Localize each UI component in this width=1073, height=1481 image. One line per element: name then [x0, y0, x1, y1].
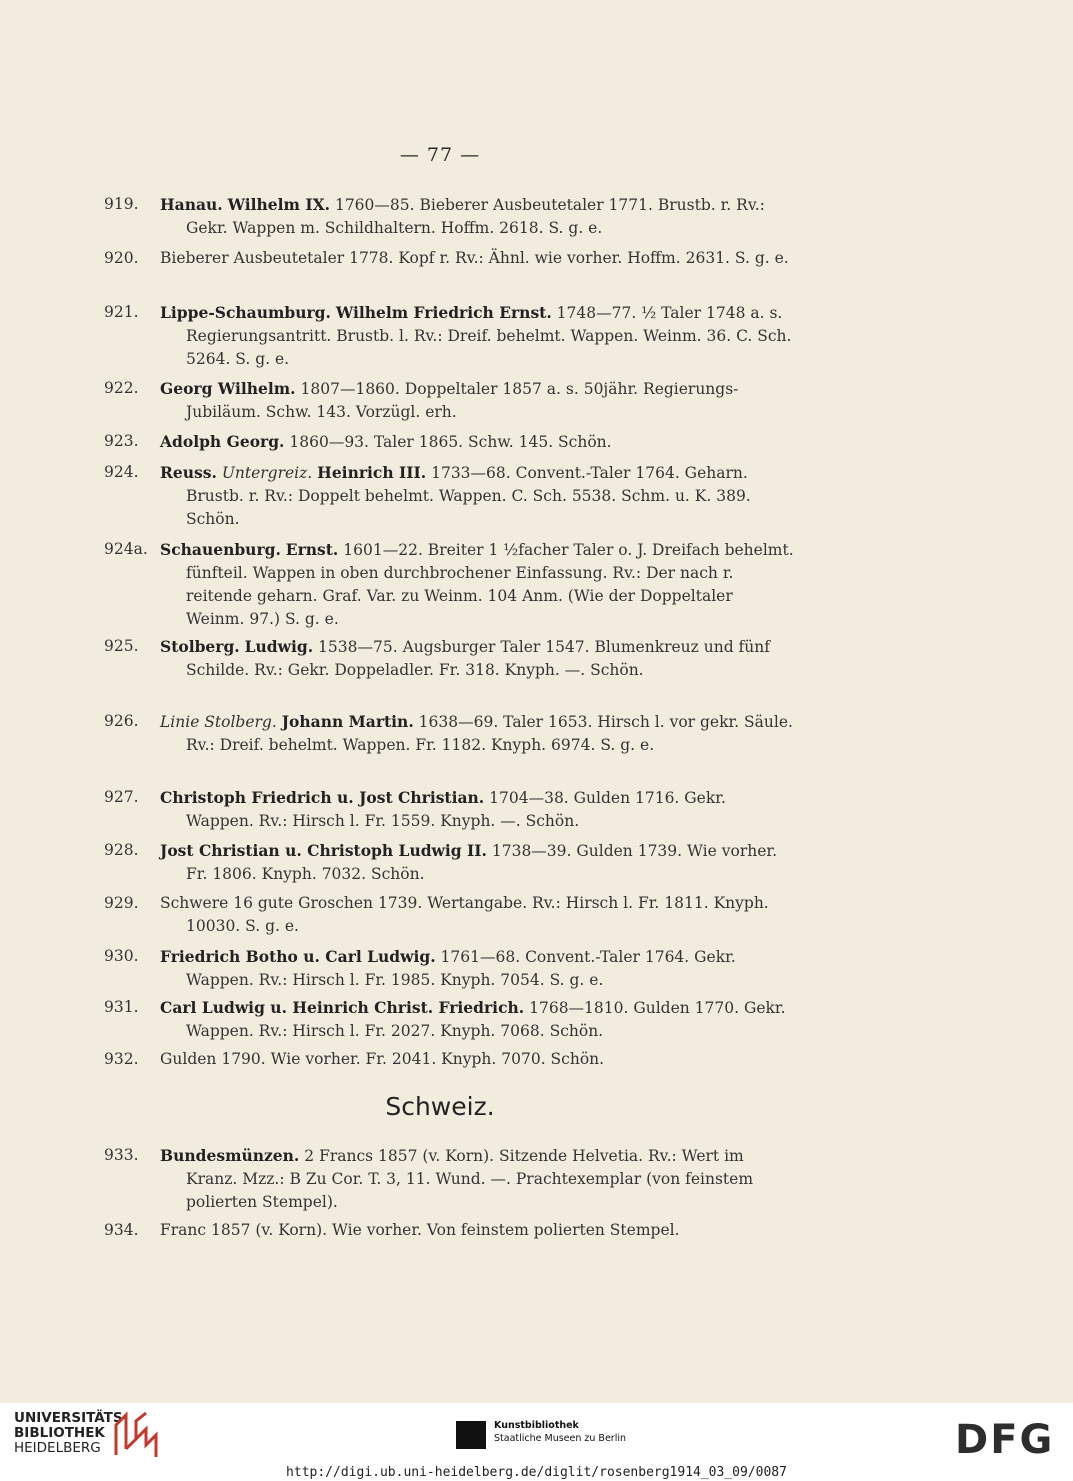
entry-number: 933. [104, 1146, 139, 1164]
entry-text: 1738—39. Gulden 1739. Wie vorher. Fr. 1806. Knyph. 7032. Schön. [186, 842, 778, 883]
entry-ruler: Johann Martin. [281, 712, 414, 731]
catalog-entry [104, 892, 794, 938]
entry-ruler: Jost Christian u. Christoph Ludwig II. [160, 841, 487, 860]
kunstbibliothek-wordmark[interactable] [494, 1419, 626, 1445]
entry-text: Schwere 16 gute Groschen 1739. Wertangabe. Rv.: Hirsch l. Fr. 1811. Knyph. 10030. S. g. e. [160, 894, 769, 935]
entry-ruler: Wilhelm IX. [227, 195, 331, 214]
entry-text: Bieberer Ausbeutetaler 1778. Kopf r. Rv.: Ähnl. wie vorher. Hoffm. 2631. S. g. e. [160, 249, 789, 267]
entry-text: 1860—93. Taler 1865. Schw. 145. Schön. [289, 433, 612, 451]
catalog-entry [104, 945, 794, 992]
entry-text: 1761—68. Convent.-Taler 1764. Gekr. Wappen. Rv.: Hirsch l. Fr. 1985. Knyph. 7054. S. g. e. [186, 948, 736, 989]
entry-text: Gulden 1790. Wie vorher. Fr. 2041. Knyph. 7070. Schön. [160, 1050, 605, 1068]
entry-number: 928. [104, 841, 139, 859]
entry-heading: Hanau. [160, 195, 223, 214]
catalog-entry [104, 996, 794, 1043]
entry-number: 921. [104, 303, 139, 321]
entry-text: 1807—1860. Doppeltaler 1857 a. s. 50jähr. Regierungs-Jubiläum. Schw. 143. Vorzügl. erh. [186, 380, 739, 421]
catalog-entry [104, 635, 794, 682]
catalog-entry [104, 301, 794, 371]
section-title: Schweiz. [385, 1092, 495, 1121]
kb-line-1: Kunstbibliothek [494, 1420, 579, 1431]
kunstbibliothek-logo-icon [456, 1421, 486, 1449]
dfg-logo[interactable]: DFG [955, 1417, 1055, 1463]
entry-text: 1748—77. ½ Taler 1748 a. s. Regierungsantritt. Brustb. l. Rv.: Dreif. behelmt. Wappen. Weinm. 36. C. Sch. 5264. S. g. e. [186, 304, 792, 368]
entry-ruler: Bundesmünzen. [160, 1146, 300, 1165]
entry-heading: Lippe-Schaumburg. [160, 303, 331, 322]
entry-ruler: Wilhelm Friedrich Ernst. [335, 303, 552, 322]
ubh-logo-icon [112, 1411, 158, 1461]
entry-number: 924a. [104, 540, 148, 558]
entry-text: 2 Francs 1857 (v. Korn). Sitzende Helvetia. Rv.: Wert im Kranz. Mzz.: B Zu Cor. T. 3, 11. Wund. —. Prachtexemplar (von feinstem polierten Stempel). [186, 1147, 754, 1211]
entry-number: 927. [104, 788, 139, 806]
entry-ruler: Heinrich III. [317, 463, 427, 482]
entry-text: 1760—85. Bieberer Ausbeutetaler 1771. Brustb. r. Rv.: Gekr. Wappen m. Schildhaltern. Hoffm. 2618. S. g. e. [186, 196, 765, 237]
entry-text: 1733—68. Convent.-Taler 1764. Geharn. Brustb. r. Rv.: Doppelt behelmt. Wappen. C. Sch. 5538. Schm. u. K. 389. Schön. [186, 464, 751, 528]
entry-ruler: Georg Wilhelm. [160, 379, 296, 398]
catalog-entry [104, 1048, 794, 1071]
entry-text: 1538—75. Augsburger Taler 1547. Blumenkreuz und fünf Schilde. Rv.: Gekr. Doppeladler. Fr. 318. Knyph. —. Schön. [186, 638, 770, 679]
catalog-entry [104, 247, 794, 270]
entry-number: 931. [104, 998, 139, 1016]
entry-region: Untergreiz. [221, 464, 313, 482]
kb-line-2: Staatliche Museen zu Berlin [494, 1433, 627, 1444]
entry-number: 934. [104, 1221, 139, 1239]
entry-number: 924. [104, 463, 139, 481]
entry-heading: Schauenburg. [160, 540, 281, 559]
entry-number: 923. [104, 432, 139, 450]
entry-heading: Stolberg. [160, 637, 240, 656]
entry-number: 932. [104, 1050, 139, 1068]
entry-number: 922. [104, 379, 139, 397]
entry-number: 920. [104, 249, 139, 267]
entry-text: 1704—38. Gulden 1716. Gekr. Wappen. Rv.: Hirsch l. Fr. 1559. Knyph. —. Schön. [186, 789, 726, 830]
catalog-entry [104, 538, 794, 631]
entry-text: 1638—69. Taler 1653. Hirsch l. vor gekr. Säule. Rv.: Dreif. behelmt. Wappen. Fr. 1182. Knyph. 6974. S. g. e. [186, 713, 793, 754]
catalog-entry [104, 710, 794, 757]
entry-text: 1768—1810. Gulden 1770. Gekr. Wappen. Rv.: Hirsch l. Fr. 2027. Knyph. 7068. Schön. [186, 999, 786, 1040]
catalog-entry [104, 377, 794, 424]
catalog-entry [104, 430, 794, 454]
entry-number: 930. [104, 947, 139, 965]
permalink-url[interactable]: http://digi.ub.uni-heidelberg.de/diglit/rosenberg1914_03_09/0087 [286, 1465, 787, 1480]
entry-number: 925. [104, 637, 139, 655]
entry-ruler: Ludwig. [244, 637, 314, 656]
entry-ruler: Friedrich Botho u. Carl Ludwig. [160, 947, 436, 966]
entry-number: 929. [104, 894, 139, 912]
footer-bar [0, 1403, 1073, 1481]
catalog-entry [104, 786, 794, 833]
entry-text: Franc 1857 (v. Korn). Wie vorher. Von feinstem polierten Stempel. [160, 1221, 680, 1239]
ubh-line-3: HEIDELBERG [14, 1440, 101, 1456]
catalog-entry [104, 1144, 794, 1214]
entry-region: Linie Stolberg. [160, 713, 277, 731]
entry-heading: Reuss. [160, 463, 217, 482]
page-number: — 77 — [399, 144, 481, 166]
ubh-line-1: UNIVERSITÄTS- [14, 1410, 129, 1426]
entry-ruler: Christoph Friedrich u. Jost Christian. [160, 788, 485, 807]
entry-number: 926. [104, 712, 139, 730]
catalog-entry [104, 193, 794, 240]
entry-ruler: Carl Ludwig u. Heinrich Christ. Friedrich. [160, 998, 525, 1017]
catalog-entry [104, 839, 794, 886]
entry-ruler: Adolph Georg. [160, 432, 285, 451]
catalog-entry [104, 1219, 794, 1242]
entry-ruler: Ernst. [285, 540, 339, 559]
ubh-line-2: BIBLIOTHEK [14, 1425, 105, 1441]
entry-number: 919. [104, 195, 139, 213]
catalog-entry [104, 461, 794, 531]
entry-text: 1601—22. Breiter 1 ½facher Taler o. J. Dreifach behelmt. fünfteil. Wappen in oben durchbrochener Einfassung. Rv.: Der nach r. reitende geharn. Graf. Var. zu Weinm. 104 Anm. (Wie der Doppeltaler Weinm. 97.) S. g. e. [186, 541, 794, 628]
